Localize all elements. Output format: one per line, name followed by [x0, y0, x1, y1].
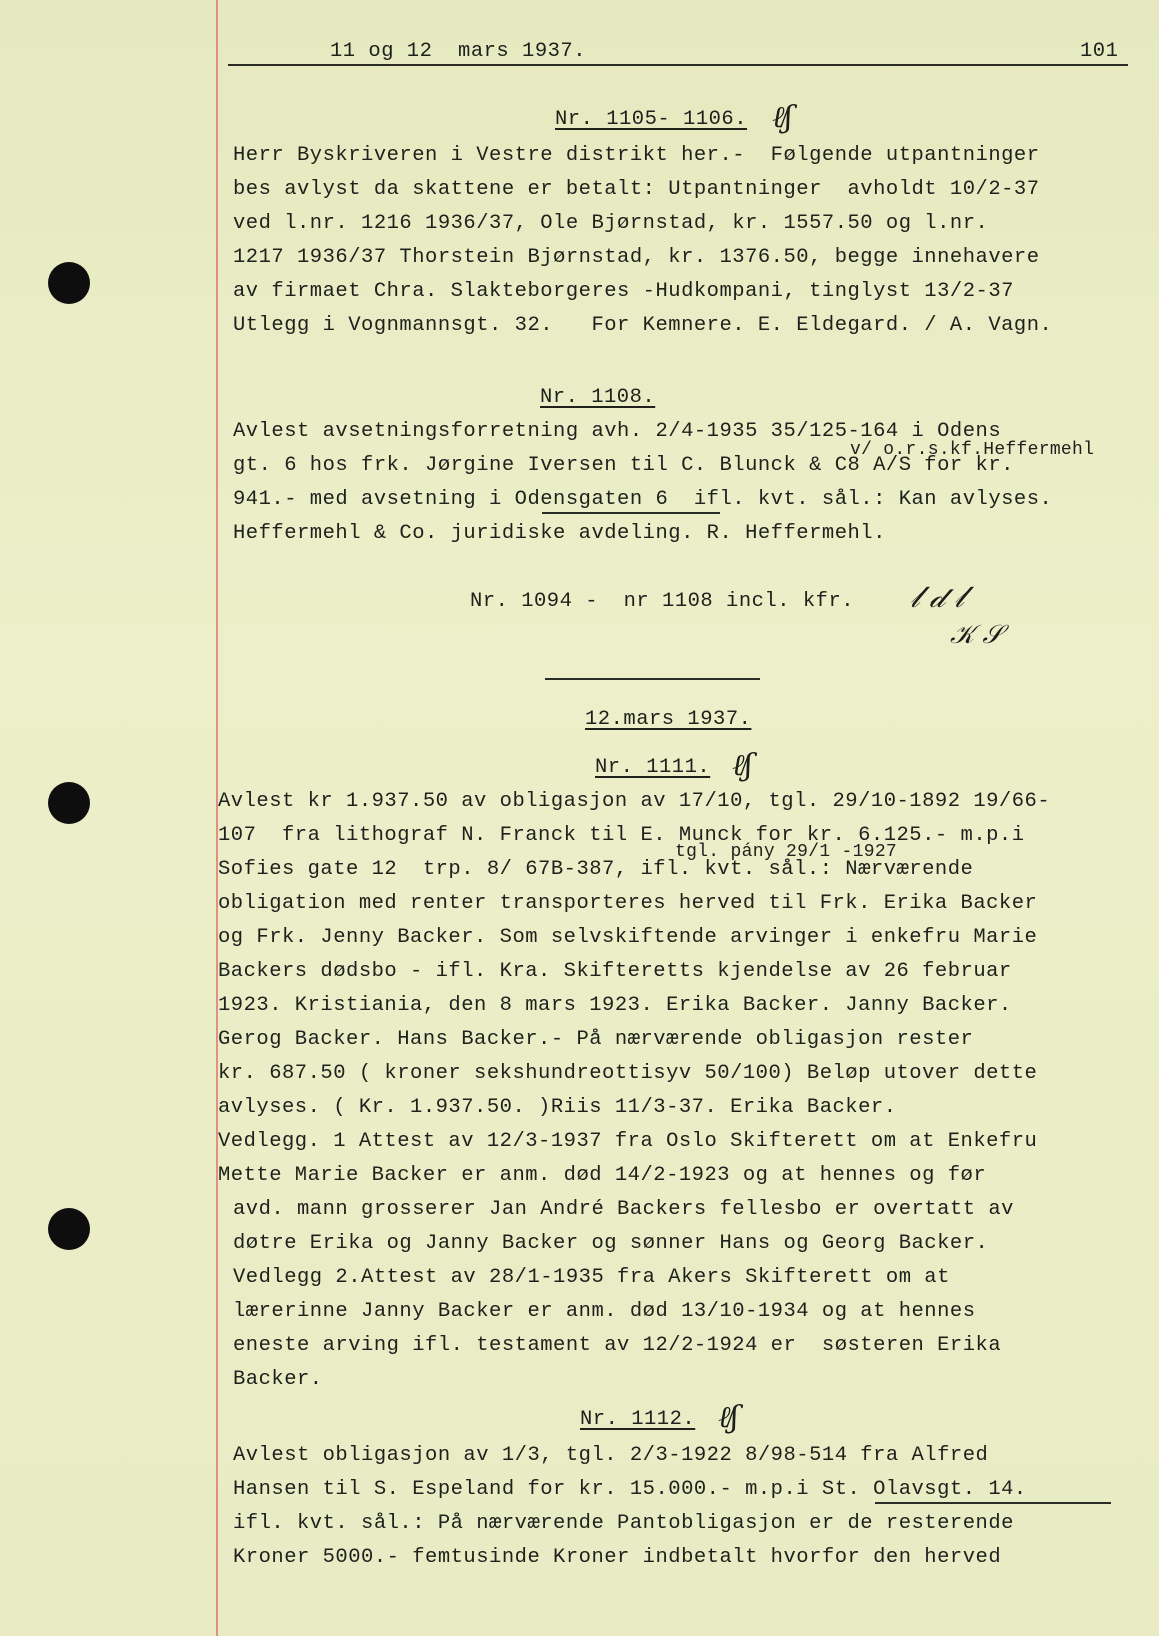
entry-line: 1217 1936/37 Thorstein Bjørnstad, kr. 1376.50, begge innehavere [233, 246, 1040, 269]
entry-number: Nr. 1111. [595, 756, 711, 779]
entry-line: avd. mann grosserer Jan André Backers fellesbo er overtatt av [233, 1198, 1014, 1221]
entry-line: 941.- med avsetning i Odensgaten 6 ifl. kvt. sål.: Kan avlyses. [233, 488, 1053, 511]
punch-hole [48, 262, 90, 304]
entry-line: gt. 6 hos frk. Jørgine Iversen til C. Blunck & C8 A/S for kr. [233, 454, 1014, 477]
entry-line: bes avlyst da skattene er betalt: Utpantninger avholdt 10/2-37 [233, 178, 1040, 201]
handwritten-initials: ℓ̸ʃ [732, 748, 753, 783]
entry-number: Nr. 1112. [580, 1408, 696, 1431]
entry-line: Avlest obligasjon av 1/3, tgl. 2/3-1922 8/98-514 fra Alfred [233, 1444, 989, 1467]
entry-line: Heffermehl & Co. juridiske avdeling. R. Heffermehl. [233, 522, 886, 545]
entry-line: ifl. kvt. sål.: På nærværende Pantobligasjon er de resterende [233, 1512, 1014, 1535]
cross-reference-note: Nr. 1094 - nr 1108 incl. kfr. [470, 590, 855, 613]
underline [542, 512, 720, 514]
handwritten-initials: 𝒦 𝒮 [950, 620, 1003, 650]
entry-line: Gerog Backer. Hans Backer.- På nærværende obligasjon rester [218, 1028, 974, 1051]
handwritten-signature: 𝓁 𝒹 𝓁 [910, 580, 965, 615]
entry-line: Avlest avsetningsforretning avh. 2/4-1935 35/125-164 i Odens [233, 420, 1002, 443]
entry-line: Backers dødsbo - ifl. Kra. Skifteretts kjendelse av 26 februar [218, 960, 1012, 983]
entry-line: Vedlegg. 1 Attest av 12/3-1937 fra Oslo Skifterett om at Enkefru [218, 1130, 1038, 1153]
underline [875, 1502, 1111, 1504]
entry-line: eneste arving ifl. testament av 12/2-1924 er søsteren Erika [233, 1334, 1002, 1357]
entry-line: 107 fra lithograf N. Franck til E. Munck for kr. 6.125.- m.p.i [218, 824, 1025, 847]
entry-line: obligation med renter transporteres herved til Frk. Erika Backer [218, 892, 1038, 915]
page-number: 101 [1080, 40, 1119, 63]
handwritten-initials: ℓ̸ʃ [772, 100, 793, 135]
interlinear-note: v/ o.r.s.kf.Heffermehl [850, 440, 1095, 460]
page-date-header: 11 og 12 mars 1937. [330, 40, 587, 63]
entry-line: Herr Byskriveren i Vestre distrikt her.- Følgende utpantninger [233, 144, 1040, 167]
entry-line: døtre Erika og Janny Backer og sønner Hans og Georg Backer. [233, 1232, 989, 1255]
entry-line: Hansen til S. Espeland for kr. 15.000.- m.p.i St. Olavsgt. 14. [233, 1478, 1027, 1501]
date-heading: 12.mars 1937. [585, 708, 752, 731]
punch-hole [48, 782, 90, 824]
entry-line: Vedlegg 2.Attest av 28/1-1935 fra Akers Skifterett om at [233, 1266, 950, 1289]
margin-rule [216, 0, 218, 1636]
entry-number: Nr. 1105- 1106. [555, 108, 748, 131]
header-rule [228, 64, 1128, 66]
entry-line: 1923. Kristiania, den 8 mars 1923. Erika Backer. Janny Backer. [218, 994, 1012, 1017]
section-separator [545, 678, 760, 680]
entry-line: kr. 687.50 ( kroner sekshundreottisyv 50/100) Beløp utover dette [218, 1062, 1038, 1085]
interlinear-note: tgl. pány 29/1 -1927 [675, 842, 898, 862]
entry-line: av firmaet Chra. Slakteborgeres -Hudkompani, tinglyst 13/2-37 [233, 280, 1014, 303]
handwritten-initials: ℓ̸ʃ [718, 1400, 739, 1435]
entry-line: ved l.nr. 1216 1936/37, Ole Bjørnstad, kr. 1557.50 og l.nr. [233, 212, 989, 235]
entry-line: avlyses. ( Kr. 1.937.50. )Riis 11/3-37. Erika Backer. [218, 1096, 897, 1119]
entry-line: Backer. [233, 1368, 323, 1391]
entry-line: Mette Marie Backer er anm. død 14/2-1923 og at hennes og før [218, 1164, 987, 1187]
entry-number: Nr. 1108. [540, 386, 656, 409]
entry-line: lærerinne Janny Backer er anm. død 13/10-1934 og at hennes [233, 1300, 976, 1323]
entry-line: Sofies gate 12 trp. 8/ 67B-387, ifl. kvt. sål.: Nærværende [218, 858, 974, 881]
entry-line: og Frk. Jenny Backer. Som selvskiftende arvinger i enkefru Marie [218, 926, 1038, 949]
entry-line: Avlest kr 1.937.50 av obligasjon av 17/10, tgl. 29/10-1892 19/66- [218, 790, 1051, 813]
entry-line: Utlegg i Vognmannsgt. 32. For Kemnere. E. Eldegard. / A. Vagn. [233, 314, 1053, 337]
punch-hole [48, 1208, 90, 1250]
entry-line: Kroner 5000.- femtusinde Kroner indbetalt hvorfor den herved [233, 1546, 1002, 1569]
